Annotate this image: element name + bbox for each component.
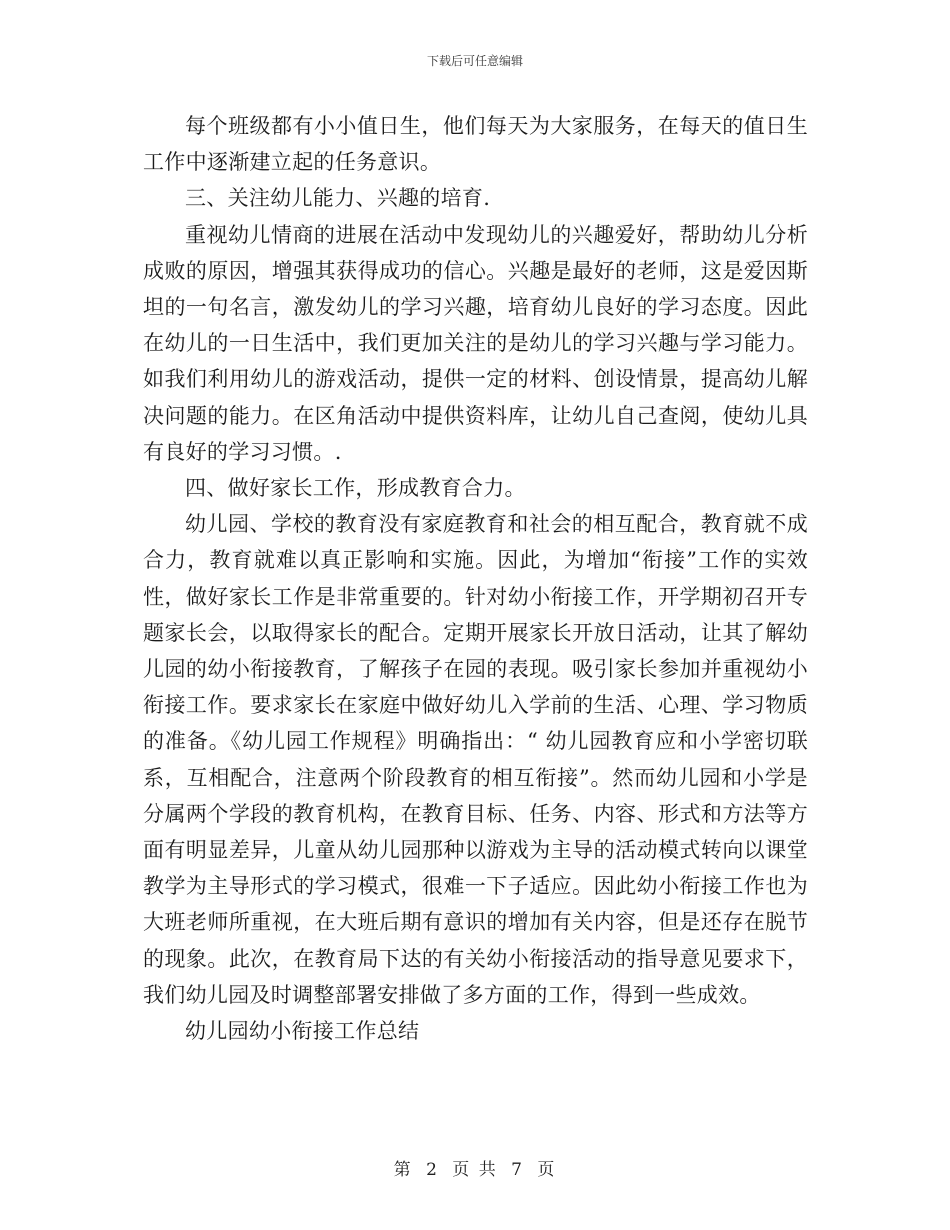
paragraph-duty-students: 每个班级都有小小值日生，他们每天为大家服务，在每天的值日生工作中逐渐建立起的任务意识。 [143,114,808,175]
document-title: 幼儿园幼小衔接工作总结 [185,1019,420,1044]
document-body [143,108,808,1049]
section-heading-4: 四、做好家长工作，形成教育合力。 [185,476,526,501]
page-header: 下载后可任意编辑 [426,54,523,68]
footer-total-pages: 7 [511,1160,524,1180]
footer-suffix: 页 [537,1160,557,1180]
footer-prefix: 第 [393,1160,413,1180]
footer-middle: 页 共 [452,1160,498,1180]
footer-page-number: 2 [426,1160,439,1180]
paragraph-interest: 重视幼儿情商的进展在活动中发现幼儿的兴趣爱好，帮助幼儿分析成败的原因，增强其获得成功的信心。兴趣是最好的老师，这是爱因斯坦的一句名言，激发幼儿的学习兴趣，培育幼儿良好的学习态度。因此在幼儿的一日生活中，我们更加关注的是幼儿的学习兴趣与学习能力。如我们利用幼儿的游戏活动，提供一定的材料、创设情景，提高幼儿解决问题的能力。在区角活动中提供资料库，让幼儿自己查阅，使幼儿具有良好的学习习惯。. [143,222,808,464]
paragraph-parents: 幼儿园、学校的教育没有家庭教育和社会的相互配合，教育就不成合力，教育就难以真正影响和实施。因此，为增加“衔接”工作的实效性，做好家长工作是非常重要的。针对幼小衔接工作，开学期初召开专题家长会，以取得家长的配合。定期开展家长开放日活动，让其了解幼儿园的幼小衔接教育，了解孩子在园的表现。吸引家长参加并重视幼小衔接工作。要求家长在家庭中做好幼儿入学前的生活、心理、学习物质的准备。《幼儿园工作规程》明确指出：“ 幼儿园教育应和小学密切联系，互相配合，注意两个阶段教育的相互衔接”。然而幼儿园和小学是分属两个学段的教育机构，在教育目标、任务、内容、形式和方法等方面有明显差异，儿童从幼儿园那种以游戏为主导的活动模式转向以课堂教学为主导形式的学习模式，很难一下子适应。因此幼小衔接工作也为大班老师所重视，在大班后期有意识的增加有关内容，但是还存在脱节的现象。此次，在教育局下达的有关幼小衔接活动的指导意见要求下，我们幼儿园及时调整部署安排做了多方面的工作，得到一些成效。 [143,512,808,1007]
page-footer [0,1155,950,1180]
section-heading-3: 三、关注幼儿能力、兴趣的培育. [185,186,491,211]
